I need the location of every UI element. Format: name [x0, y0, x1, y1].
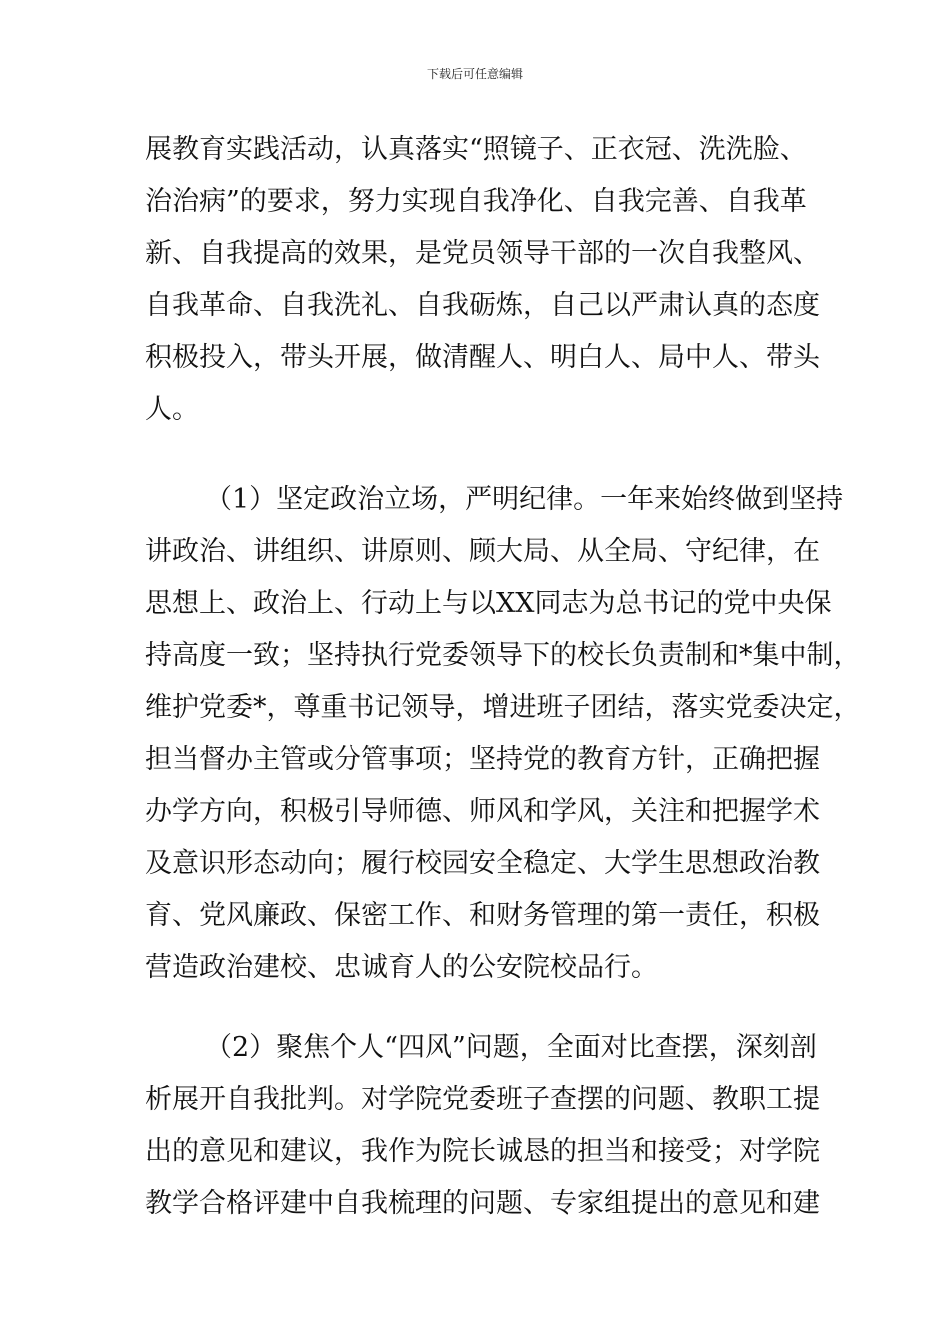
text-line: 自我革命、自我洗礼、自我砺炼，自己以严肃认真的态度: [145, 290, 820, 321]
paragraph-four-winds: [145, 1022, 835, 1230]
text-line: 讲政治、讲组织、讲原则、顾大局、从全局、守纪律，在: [145, 536, 820, 567]
text-line: 析展开自我批判。对学院党委班子查摆的问题、教职工提: [145, 1084, 820, 1115]
text-line: 及意识形态动向；履行校园安全稳定、大学生思想政治教: [145, 848, 820, 879]
text-line: 教学合格评建中自我梳理的问题、专家组提出的意见和建: [145, 1188, 820, 1219]
text-line: 营造政治建校、忠诚育人的公安院校品行。: [145, 952, 658, 983]
text-line: 担当督办主管或分管事项；坚持党的教育方针，正确把握: [145, 744, 820, 775]
text-line: 治治病”的要求，努力实现自我净化、自我完善、自我革: [145, 186, 807, 217]
text-line: 新、自我提高的效果，是党员领导干部的一次自我整风、: [145, 238, 820, 269]
text-line: 出的意见和建议，我作为院长诚恳的担当和接受；对学院: [145, 1136, 820, 1167]
text-line: （1）坚定政治立场，严明纪律。一年来始终做到坚持: [205, 484, 844, 515]
page-header: 下载后可任意编辑: [426, 67, 523, 81]
text-line: 育、党风廉政、保密工作、和财务管理的第一责任，积极: [145, 900, 820, 931]
text-line: 人。: [145, 394, 199, 425]
text-line: 积极投入，带头开展，做清醒人、明白人、局中人、带头: [145, 342, 820, 373]
text-line: 办学方向，积极引导师德、师风和学风，关注和把握学术: [145, 796, 820, 827]
text-line: （2）聚焦个人“四风”问题，全面对比查摆，深刻剖: [205, 1032, 817, 1063]
text-line: 展教育实践活动，认真落实“照镜子、正衣冠、洗洗脸、: [145, 134, 807, 165]
text-line: 维护党委*，尊重书记领导，增进班子团结，落实党委决定，: [145, 692, 861, 723]
text-line: 思想上、政治上、行动上与以XX同志为总书记的党中央保: [145, 588, 832, 619]
paragraph-political-stance: [145, 474, 861, 994]
text-line: 持高度一致；坚持执行党委领导下的校长负责制和*集中制，: [145, 640, 861, 671]
paragraph-intro: [145, 124, 835, 436]
